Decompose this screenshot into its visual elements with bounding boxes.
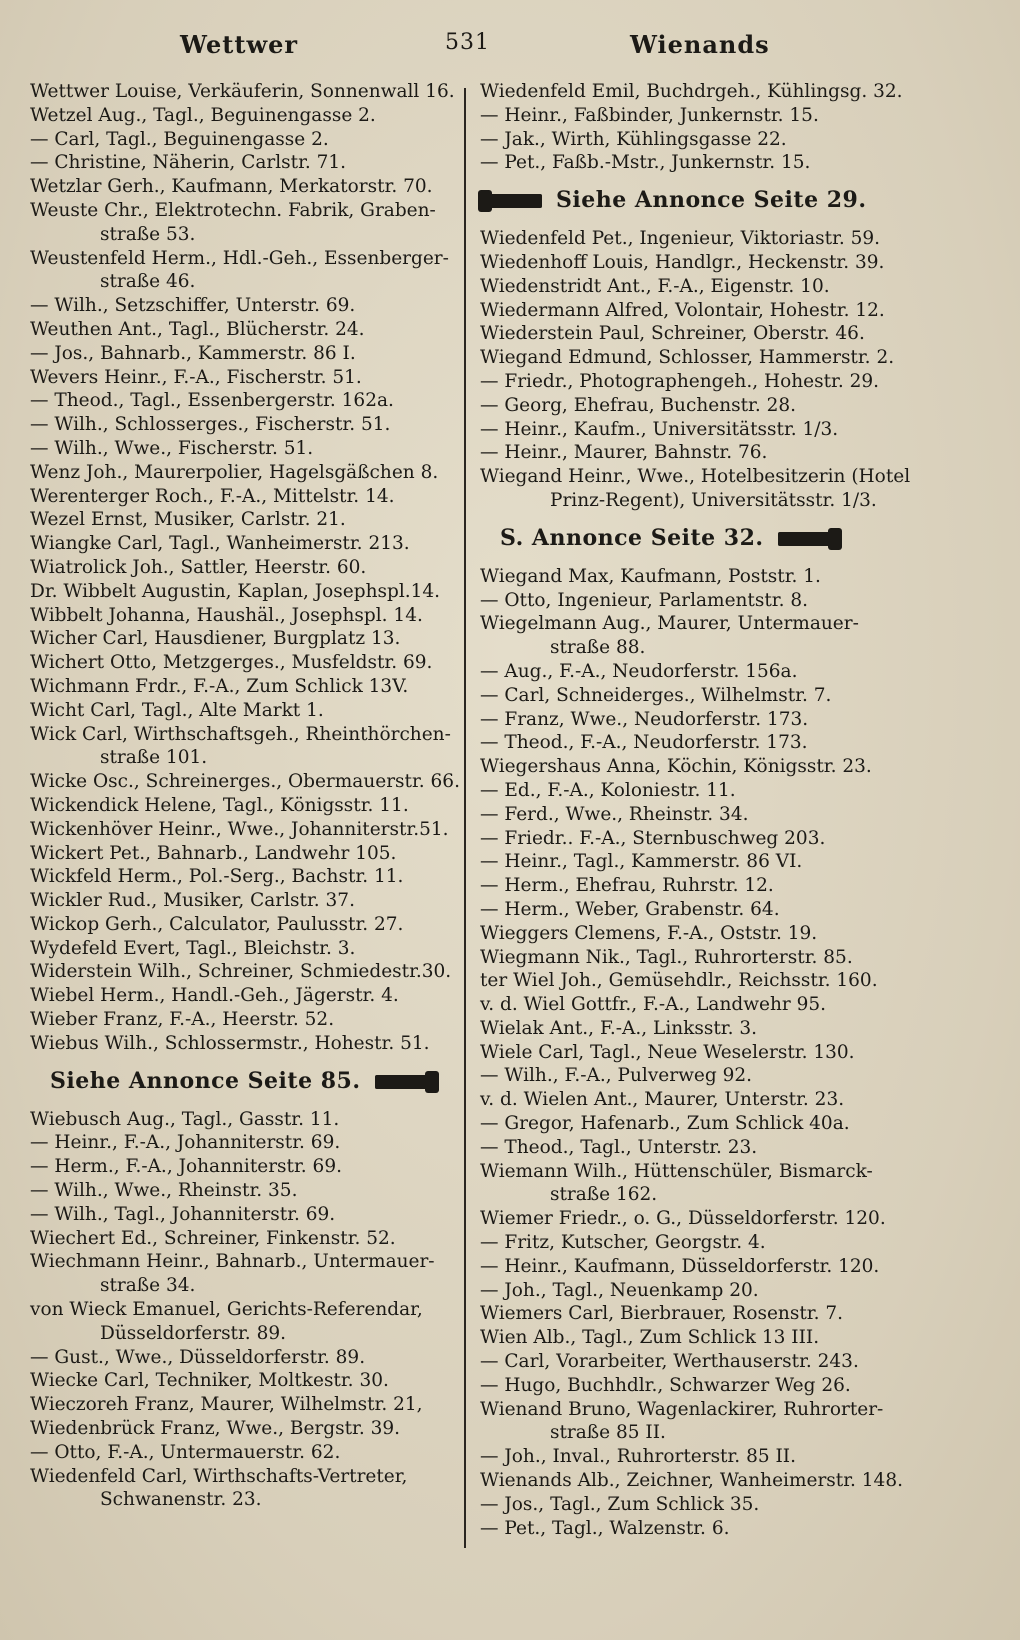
directory-entry — [30, 1465, 460, 1513]
entry-text: Wiele Carl, Tagl., Neue Weselerstr. 130. — [480, 1041, 855, 1063]
directory-entry — [30, 151, 460, 175]
entry-text: Wiegand Max, Kaufmann, Poststr. 1. — [480, 565, 821, 587]
annonce-text: S. Annonce Seite 32. — [500, 524, 764, 551]
entry-text: — Gregor, Hafenarb., Zum Schlick 40a. — [480, 1113, 850, 1135]
entry-text: — Christine, Näherin, Carlstr. 71. — [30, 152, 347, 174]
entry-continuation: Schwanenstr. 23. — [100, 1489, 262, 1511]
directory-entry — [30, 723, 460, 771]
directory-entry — [30, 1179, 460, 1203]
entry-text: — Theod., Tagl., Unterstr. 23. — [480, 1136, 758, 1158]
directory-entry — [30, 984, 460, 1008]
entry-text: — Heinr., Tagl., Kammerstr. 86 VI. — [480, 851, 803, 873]
directory-entry — [30, 247, 460, 295]
directory-entry — [30, 604, 460, 628]
directory-entry — [30, 199, 460, 247]
directory-entry — [480, 346, 920, 370]
entry-text: — Carl, Schneiderges., Wilhelmstr. 7. — [480, 684, 832, 706]
directory-entry — [480, 898, 920, 922]
entry-text: — Wilh., Setzschiffer, Unterstr. 69. — [30, 295, 356, 317]
right-column — [480, 80, 920, 1540]
directory-entry — [30, 1008, 460, 1032]
directory-entry — [30, 1250, 460, 1298]
directory-entry — [30, 1227, 460, 1251]
directory-entry — [30, 1298, 460, 1346]
directory-entry — [30, 175, 460, 199]
entry-text: v. d. Wiel Gottfr., F.-A., Landwehr 95. — [480, 994, 827, 1016]
directory-entry — [480, 1398, 920, 1446]
directory-entry — [480, 80, 920, 104]
directory-entry — [480, 1231, 920, 1255]
entry-text: — Herm., Ehefrau, Ruhrstr. 12. — [480, 875, 774, 897]
directory-entry — [480, 1017, 920, 1041]
directory-entry — [480, 1160, 920, 1208]
entry-continuation: Düsseldorferstr. 89. — [100, 1322, 286, 1344]
entry-text: Wieggers Clemens, F.-A., Oststr. 19. — [480, 922, 818, 944]
entry-text: Wiegershaus Anna, Köchin, Königsstr. 23. — [480, 756, 872, 778]
entry-text: Widerstein Wilh., Schreiner, Schmiedestr.30. — [30, 961, 452, 983]
directory-entry — [480, 779, 920, 803]
entry-text: Wichert Otto, Metzgerges., Musfeldstr. 69. — [30, 652, 433, 674]
pointing-hand-icon — [778, 532, 840, 546]
directory-entry — [30, 794, 460, 818]
entry-text: Wiatrolick Joh., Sattler, Heerstr. 60. — [30, 556, 367, 578]
directory-entry — [30, 1369, 460, 1393]
annonce-text: Siehe Annonce Seite 85. — [50, 1067, 361, 1094]
pointing-hand-icon — [375, 1075, 437, 1089]
entry-text: — Franz, Wwe., Neudorferstr. 173. — [480, 708, 809, 730]
directory-entry — [30, 889, 460, 913]
directory-entry — [30, 580, 460, 604]
directory-entry — [480, 1445, 920, 1469]
directory-entry — [30, 1441, 460, 1465]
entry-text: — Fritz, Kutscher, Georgstr. 4. — [480, 1232, 766, 1254]
entry-text: — Otto, Ingenieur, Parlamentstr. 8. — [480, 589, 809, 611]
entry-text: Wickert Pet., Bahnarb., Landwehr 105. — [30, 842, 397, 864]
entry-text: Wiedenbrück Franz, Wwe., Bergstr. 39. — [30, 1418, 401, 1440]
entry-text: Wiemann Wilh., Hüttenschüler, Bismarck- — [480, 1160, 873, 1182]
entry-text: — Friedr.. F.-A., Sternbuschweg 203. — [480, 827, 826, 849]
directory-entry — [30, 865, 460, 889]
entry-text: Wenz Joh., Maurerpolier, Hagelsgäßchen 8. — [30, 461, 439, 483]
entry-continuation: straße 46. — [100, 271, 196, 293]
entry-text: Wiegelmann Aug., Maurer, Untermauer- — [480, 613, 859, 635]
entry-text: von Wieck Emanuel, Gerichts-Referendar, — [30, 1299, 423, 1321]
directory-entry — [480, 589, 920, 613]
entry-text: — Wilh., Tagl., Johanniterstr. 69. — [30, 1203, 336, 1225]
directory-entry — [480, 946, 920, 970]
entry-text: Wiechert Ed., Schreiner, Finkenstr. 52. — [30, 1227, 396, 1249]
entry-text: — Wilh., Wwe., Fischerstr. 51. — [30, 437, 314, 459]
directory-entry — [480, 1326, 920, 1350]
entry-text: Wydefeld Evert, Tagl., Bleichstr. 3. — [30, 937, 356, 959]
directory-entry — [30, 818, 460, 842]
directory-entry — [30, 532, 460, 556]
directory-entry — [30, 461, 460, 485]
directory-entry — [480, 1279, 920, 1303]
entry-text: Wiederstein Paul, Schreiner, Oberstr. 46. — [480, 323, 865, 345]
entry-text: Wickop Gerh., Calculator, Paulusstr. 27. — [30, 913, 404, 935]
entry-text: ter Wiel Joh., Gemüsehdlr., Reichsstr. 160. — [480, 970, 878, 992]
directory-entry — [480, 1207, 920, 1231]
directory-entry — [480, 418, 920, 442]
directory-entry — [480, 993, 920, 1017]
entry-text: Weuthen Ant., Tagl., Blücherstr. 24. — [30, 318, 365, 340]
page-header — [30, 30, 960, 70]
directory-entry — [480, 275, 920, 299]
directory-entry — [480, 1041, 920, 1065]
entry-text: Wiemers Carl, Bierbrauer, Rosenstr. 7. — [480, 1303, 843, 1325]
directory-entry — [30, 675, 460, 699]
header-right-word: Wienands — [630, 30, 770, 59]
directory-entry — [480, 684, 920, 708]
entry-text: Wetzlar Gerh., Kaufmann, Merkatorstr. 70. — [30, 176, 433, 198]
page-number: 531 — [445, 30, 490, 55]
entry-text: — Theod., Tagl., Essenbergerstr. 162a. — [30, 390, 394, 412]
directory-entry — [480, 922, 920, 946]
directory-entry — [480, 227, 920, 251]
annonce-text: Siehe Annonce Seite 29. — [556, 187, 867, 214]
entry-text: — Otto, F.-A., Untermauerstr. 62. — [30, 1441, 341, 1463]
directory-entry — [30, 1108, 460, 1132]
entry-text: Wickler Rud., Musiker, Carlstr. 37. — [30, 890, 355, 912]
entry-text: Wickfeld Herm., Pol.-Serg., Bachstr. 11. — [30, 866, 404, 888]
directory-entry — [480, 1350, 920, 1374]
directory-entry — [30, 1032, 460, 1056]
directory-entry — [480, 299, 920, 323]
directory-entry — [30, 389, 460, 413]
entry-continuation: straße 101. — [100, 747, 208, 769]
entry-text: Wiedermann Alfred, Volontair, Hohestr. 12. — [480, 299, 885, 321]
directory-entry — [480, 612, 920, 660]
annonce-note — [30, 1066, 460, 1096]
entry-text: Weustenfeld Herm., Hdl.-Geh., Essenberger- — [30, 247, 449, 269]
entry-text: Wickenhöver Heinr., Wwe., Johanniterstr.51. — [30, 818, 449, 840]
entry-text: Wieber Franz, F.-A., Heerstr. 52. — [30, 1009, 335, 1031]
entry-text: — Joh., Tagl., Neuenkamp 20. — [480, 1279, 759, 1301]
entry-text: Dr. Wibbelt Augustin, Kaplan, Josephspl.14. — [30, 580, 441, 602]
entry-continuation: Prinz-Regent), Universitätsstr. 1/3. — [550, 489, 877, 511]
entry-text: — Georg, Ehefrau, Buchenstr. 28. — [480, 394, 797, 416]
entry-text: Wiebusch Aug., Tagl., Gasstr. 11. — [30, 1108, 340, 1130]
directory-entry — [480, 1493, 920, 1517]
directory-entry — [30, 651, 460, 675]
entry-text: — Joh., Inval., Ruhrorterstr. 85 II. — [480, 1446, 796, 1468]
directory-entry — [480, 1374, 920, 1398]
directory-entry — [480, 708, 920, 732]
entry-text: — Wilh., Wwe., Rheinstr. 35. — [30, 1180, 298, 1202]
directory-entry — [30, 770, 460, 794]
entry-text: Wettwer Louise, Verkäuferin, Sonnenwall 16. — [30, 81, 455, 102]
directory-entry — [480, 874, 920, 898]
directory-entry — [30, 80, 460, 104]
directory-entry — [480, 322, 920, 346]
entry-text: — Heinr., F.-A., Johanniterstr. 69. — [30, 1132, 341, 1154]
entry-text: Wiegand Heinr., Wwe., Hotelbesitzerin (Hotel — [480, 466, 911, 488]
annonce-note — [480, 523, 920, 553]
directory-entry — [30, 1131, 460, 1155]
entry-text: — Pet., Faßb.-Mstr., Junkernstr. 15. — [480, 152, 811, 174]
entry-text: — Herm., Weber, Grabenstr. 64. — [480, 898, 780, 920]
directory-entry — [30, 556, 460, 580]
directory-entry — [30, 104, 460, 128]
directory-entry — [480, 151, 920, 175]
entry-text: — Jos., Bahnarb., Kammerstr. 86 I. — [30, 342, 356, 364]
directory-entry — [480, 731, 920, 755]
entry-continuation: straße 88. — [550, 637, 646, 659]
entry-text: Wiedenstridt Ant., F.-A., Eigenstr. 10. — [480, 275, 830, 297]
entry-text: Wienands Alb., Zeichner, Wanheimerstr. 148. — [480, 1470, 903, 1492]
entry-text: Wiegand Edmund, Schlosser, Hammerstr. 2. — [480, 347, 895, 369]
entry-text: Wieczoreh Franz, Maurer, Wilhelmstr. 21, — [30, 1394, 423, 1416]
directory-entry — [480, 1255, 920, 1279]
entry-text: v. d. Wielen Ant., Maurer, Unterstr. 23. — [480, 1089, 845, 1111]
directory-entry — [30, 485, 460, 509]
directory-entry — [480, 394, 920, 418]
entry-text: — Jos., Tagl., Zum Schlick 35. — [480, 1493, 760, 1515]
directory-entry — [480, 969, 920, 993]
directory-entry — [480, 850, 920, 874]
entry-text: — Friedr., Photographengeh., Hohestr. 29. — [480, 370, 880, 392]
entry-continuation: straße 53. — [100, 223, 196, 245]
directory-entry — [480, 827, 920, 851]
directory-entry — [480, 1088, 920, 1112]
entry-text: — Theod., F.-A., Neudorferstr. 173. — [480, 732, 808, 754]
directory-entry — [30, 1346, 460, 1370]
directory-entry — [480, 128, 920, 152]
entry-text: Wiegmann Nik., Tagl., Ruhrorterstr. 85. — [480, 946, 853, 968]
entry-text: — Gust., Wwe., Düsseldorferstr. 89. — [30, 1346, 366, 1368]
entry-text: Wiangke Carl, Tagl., Wanheimerstr. 213. — [30, 533, 410, 555]
directory-entry — [30, 366, 460, 390]
directory-entry — [480, 1302, 920, 1326]
directory-entry — [480, 1469, 920, 1493]
entry-text: — Heinr., Maurer, Bahnstr. 76. — [480, 442, 768, 464]
entry-text: Wicke Osc., Schreinerges., Obermauerstr. 66. — [30, 771, 460, 793]
left-column — [30, 80, 460, 1512]
directory-entry — [30, 413, 460, 437]
entry-text: Wevers Heinr., F.-A., Fischerstr. 51. — [30, 366, 362, 388]
entry-text: Wien Alb., Tagl., Zum Schlick 13 III. — [480, 1327, 820, 1349]
entry-text: — Heinr., Faßbinder, Junkernstr. 15. — [480, 104, 819, 126]
entry-text: — Ferd., Wwe., Rheinstr. 34. — [480, 803, 749, 825]
entry-text: — Jak., Wirth, Kühlingsgasse 22. — [480, 128, 787, 150]
entry-text: Wiedenfeld Carl, Wirthschafts-Vertreter, — [30, 1465, 408, 1487]
entry-text: Wiebel Herm., Handl.-Geh., Jägerstr. 4. — [30, 985, 399, 1007]
directory-entry — [30, 842, 460, 866]
pointing-hand-icon — [480, 194, 542, 208]
directory-entry — [480, 755, 920, 779]
entry-text: Wick Carl, Wirthschaftsgeh., Rheinthörchen- — [30, 723, 451, 745]
entry-text: — Pet., Tagl., Walzenstr. 6. — [480, 1517, 730, 1539]
directory-entry — [30, 1393, 460, 1417]
entry-text: Wielak Ant., F.-A., Linksstr. 3. — [480, 1017, 758, 1039]
entry-text: Wibbelt Johanna, Haushäl., Josephspl. 14. — [30, 604, 423, 626]
entry-text: Wienand Bruno, Wagenlackirer, Ruhrorter- — [480, 1398, 884, 1420]
entry-text: — Carl, Tagl., Beguinengasse 2. — [30, 128, 329, 150]
header-left-word: Wettwer — [180, 30, 299, 59]
directory-entry — [30, 294, 460, 318]
entry-text: — Wilh., Schlosserges., Fischerstr. 51. — [30, 414, 391, 436]
entry-text: — Herm., F.-A., Johanniterstr. 69. — [30, 1156, 342, 1178]
directory-entry — [480, 803, 920, 827]
entry-text: — Heinr., Kaufmann, Düsseldorferstr. 120. — [480, 1255, 880, 1277]
entry-text: Wickendick Helene, Tagl., Königsstr. 11. — [30, 794, 409, 816]
directory-entry — [30, 1203, 460, 1227]
directory-entry — [30, 128, 460, 152]
entry-text: Wetzel Aug., Tagl., Beguinengasse 2. — [30, 104, 376, 126]
entry-text: Wiechmann Heinr., Bahnarb., Untermauer- — [30, 1251, 435, 1273]
annonce-note — [480, 185, 920, 215]
directory-entry — [30, 1155, 460, 1179]
directory-entry — [480, 441, 920, 465]
directory-entry — [480, 565, 920, 589]
directory-entry — [30, 318, 460, 342]
directory-entry — [480, 1064, 920, 1088]
directory-entry — [30, 437, 460, 461]
entry-text: — Wilh., F.-A., Pulverweg 92. — [480, 1065, 752, 1087]
entry-text: Wezel Ernst, Musiker, Carlstr. 21. — [30, 509, 346, 531]
directory-entry — [30, 937, 460, 961]
directory-entry — [30, 913, 460, 937]
entry-text: — Aug., F.-A., Neudorferstr. 156a. — [480, 660, 798, 682]
entry-text: — Heinr., Kaufm., Universitätsstr. 1/3. — [480, 418, 839, 440]
entry-text: Wichmann Frdr., F.-A., Zum Schlick 13V. — [30, 675, 409, 697]
entry-continuation: straße 34. — [100, 1275, 196, 1297]
entry-text: Wiemer Friedr., o. G., Düsseldorferstr. 120. — [480, 1208, 886, 1230]
directory-entry — [480, 251, 920, 275]
entry-text: Wiebus Wilh., Schlossermstr., Hohestr. 51. — [30, 1032, 430, 1054]
directory-entry — [480, 465, 920, 513]
entry-text: Werenterger Roch., F.-A., Mittelstr. 14. — [30, 485, 395, 507]
column-divider — [464, 88, 466, 1548]
entry-text: Wiedenfeld Pet., Ingenieur, Viktoriastr. 59. — [480, 228, 881, 250]
directory-entry — [480, 1136, 920, 1160]
entry-text: — Hugo, Buchhdlr., Schwarzer Weg 26. — [480, 1374, 851, 1396]
entry-text: — Carl, Vorarbeiter, Werthauserstr. 243. — [480, 1351, 859, 1373]
entry-text: Wiecke Carl, Techniker, Moltkestr. 30. — [30, 1370, 389, 1392]
entry-text: Weuste Chr., Elektrotechn. Fabrik, Graben- — [30, 199, 436, 221]
directory-entry — [480, 104, 920, 128]
directory-entry — [30, 508, 460, 532]
directory-entry — [30, 699, 460, 723]
entry-text: — Ed., F.-A., Koloniestr. 11. — [480, 779, 736, 801]
directory-entry — [480, 370, 920, 394]
directory-entry — [30, 342, 460, 366]
directory-entry — [30, 1417, 460, 1441]
entry-text: Wiedenfeld Emil, Buchdrgeh., Kühlingsg. 32. — [480, 81, 903, 102]
entry-text: Wicht Carl, Tagl., Alte Markt 1. — [30, 699, 324, 721]
directory-entry — [30, 960, 460, 984]
directory-entry — [30, 627, 460, 651]
entry-continuation: straße 162. — [550, 1184, 658, 1206]
directory-entry — [480, 1517, 920, 1541]
directory-entry — [480, 1112, 920, 1136]
entry-continuation: straße 85 II. — [550, 1422, 666, 1444]
directory-entry — [480, 660, 920, 684]
entry-text: Wicher Carl, Hausdiener, Burgplatz 13. — [30, 628, 401, 650]
entry-text: Wiedenhoff Louis, Handlgr., Heckenstr. 39. — [480, 251, 885, 273]
